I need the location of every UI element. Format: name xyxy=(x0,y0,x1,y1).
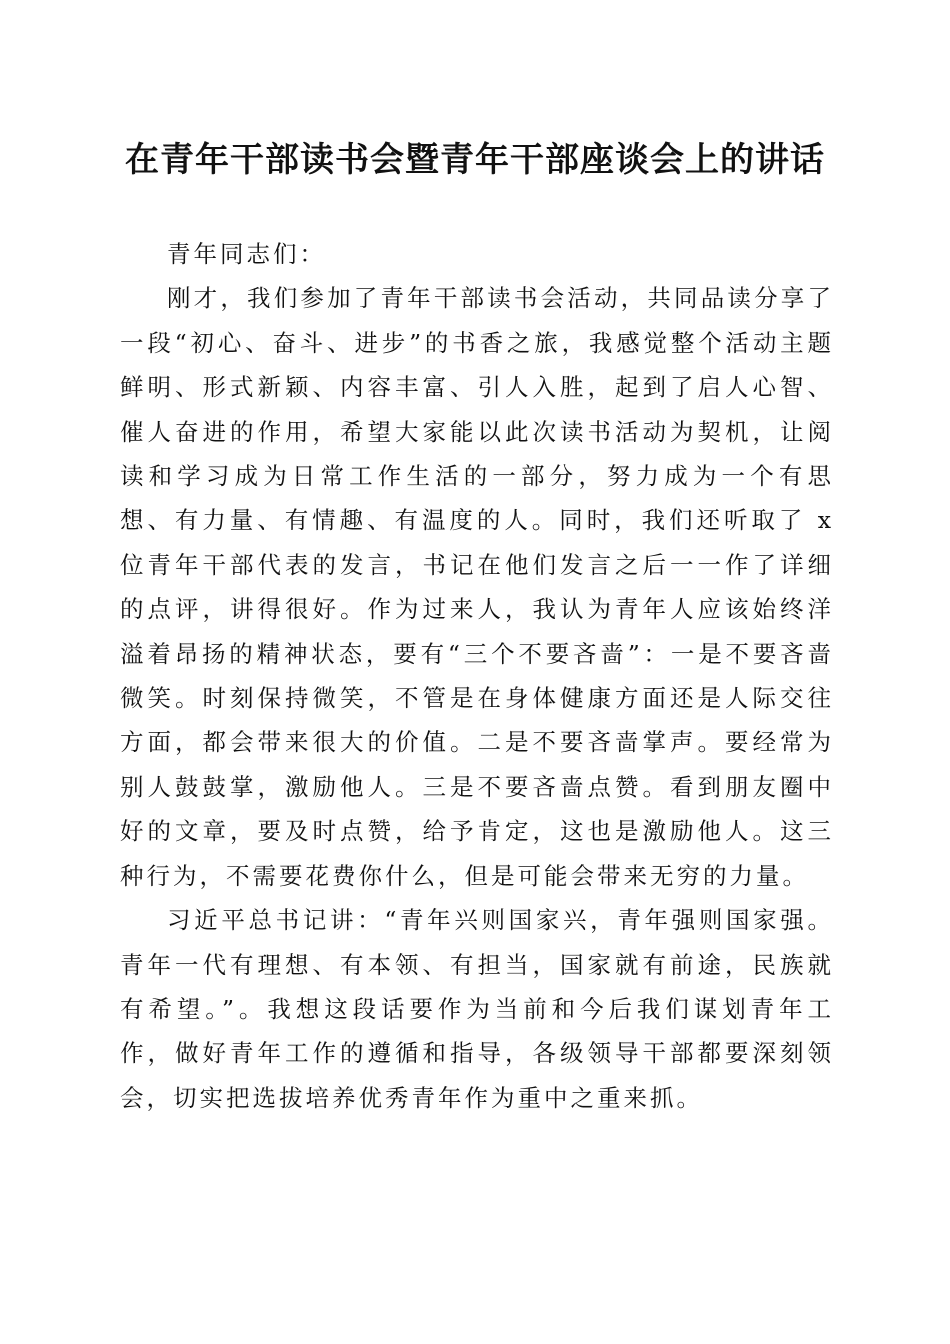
salutation-paragraph: 青年同志们： xyxy=(167,240,326,268)
body-paragraph-1: 刚才，我们参加了青年干部读书会活动，共同品读分享了一段“初心、奋斗、进步”的书香之旅，我感觉整个活动主题鲜明、形式新颖、内容丰富、引人入胜，起到了启人心智、催人奋进的作用，希望大家能以此次读书活动为契机，让阅读和学习成为日常工作生活的一部分，努力成为一个有思想、有力量、有情趣、有温度的人。同时，我们还听取了 x 位青年干部代表的发言，书记在他们发言之后一一作了详细的点评，讲得很好。作为过来人，我认为青年人应该始终洋溢着昂扬的精神状态，要有“三个不要吝啬”：一是不要吝啬微笑。时刻保持微笑，不管是在身体健康方面还是人际交往方面，都会带来很大的价值。二是不要吝啬掌声。要经常为别人鼓鼓掌，激励他人。三是不要吝啬点赞。看到朋友圈中好的文章，要及时点赞，给予肯定，这也是激励他人。这三种行为，不需要花费你什么，但是可能会带来无穷的力量。 xyxy=(120,284,834,890)
document-body xyxy=(120,232,834,1120)
document-title: 在青年干部读书会暨青年干部座谈会上的讲话 xyxy=(125,140,825,180)
body-paragraph-2: 习近平总书记讲：“青年兴则国家兴，青年强则国家强。青年一代有理想、有本领、有担当，国家就有前途，民族就有希望。”。我想这段话要作为当前和今后我们谋划青年工作，做好青年工作的遵循和指导，各级领导干部都要深刻领会，切实把选拔培养优秀青年作为重中之重来抓。 xyxy=(120,906,834,1112)
